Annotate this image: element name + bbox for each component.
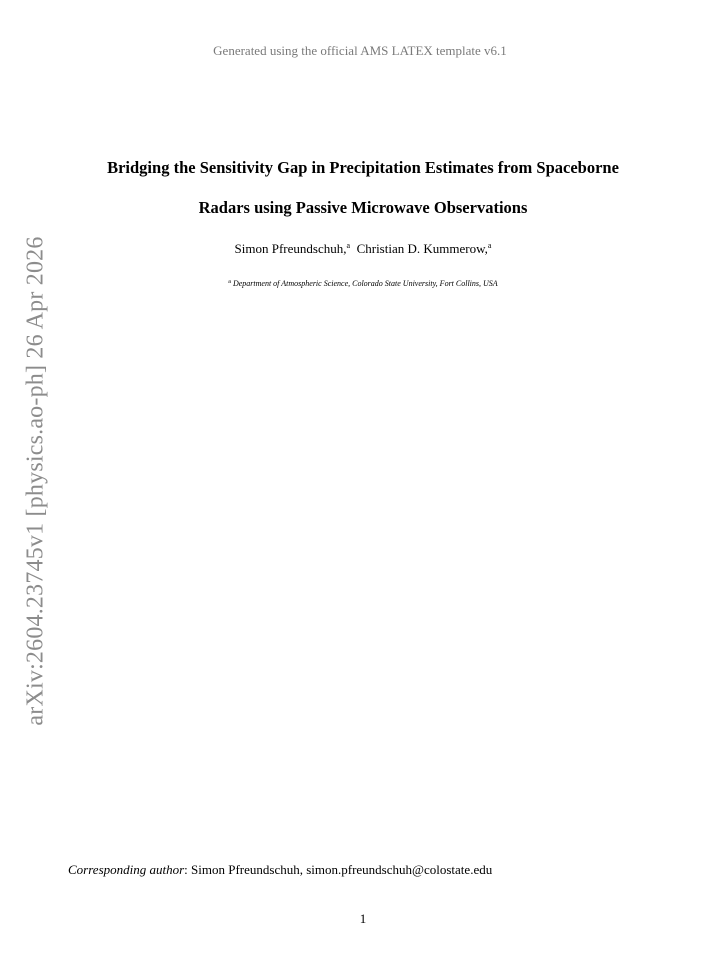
author-list [0,241,720,257]
affiliation-mark: a [228,279,231,285]
corresponding-author-details: : Simon Pfreundschuh, simon.pfreundschuh@colostate.edu [184,862,493,877]
author-name: Christian D. Kummerow, [356,241,488,256]
paper-title-line-1: Bridging the Sensitivity Gap in Precipitation Estimates from Spaceborne [107,158,619,177]
affiliation [0,279,720,288]
corresponding-author-label: Corresponding author [68,862,185,877]
page-number: 1 [359,911,367,926]
author-affiliation-mark: a [346,241,351,250]
arxiv-identifier-stamp: arXiv:2604.23745v1 [physics.ao-ph] 26 Apr 2026 [22,236,49,726]
template-note: Generated using the official AMS LATEX template v6.1 [213,43,507,58]
affiliation-text: Department of Atmospheric Science, Colorado State University, Fort Collins, USA [232,279,498,288]
author-name: Simon Pfreundschuh, [234,241,347,256]
author-affiliation-mark: a [487,241,492,250]
corresponding-author [68,862,492,878]
paper-title-line-2: Radars using Passive Microwave Observations [198,198,528,217]
